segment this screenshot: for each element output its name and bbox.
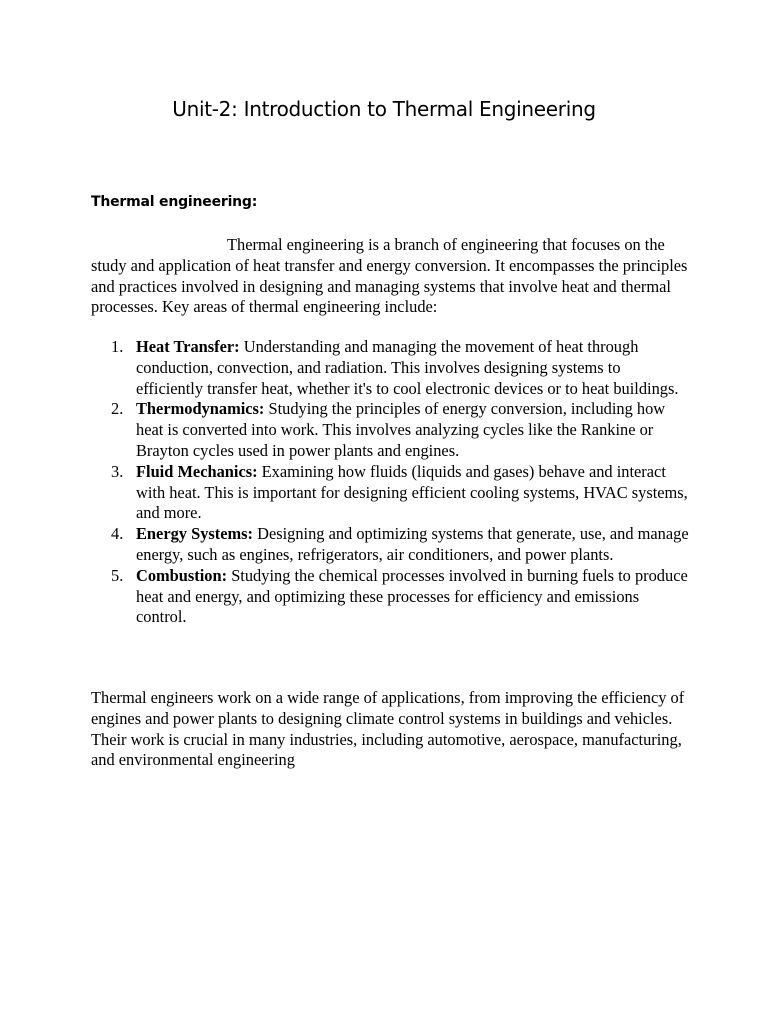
list-item — [111, 565, 691, 628]
list-item-term: Energy Systems: — [136, 524, 253, 544]
list-item-text: Studying the principles of energy conversion, including how heat is converted into work. This involves analyzing cycles like the Rankine or Brayton cycles used in power plants and engines. — [136, 399, 666, 460]
list-item-number: 4. — [111, 524, 124, 544]
intro-paragraph: Thermal engineering is a branch of engineering that focuses on the study and application of heat transfer and energy conversion. It encompasses the principles and practices involved in designing and managing systems that involve heat and thermal processes. Key areas of thermal engineering include: — [91, 235, 688, 317]
list-item — [111, 399, 691, 461]
list-item-number: 3. — [111, 461, 124, 481]
list-item — [111, 461, 691, 524]
list-item-number: 2. — [111, 399, 124, 419]
key-areas-list — [91, 337, 691, 628]
list-item-term: Combustion: — [136, 565, 228, 585]
section-heading: Thermal engineering: — [91, 194, 258, 210]
list-item-text: Understanding and managing the movement of heat through conduction, convection, and radiation. This involves designing systems to efficiently transfer heat, whether it's to cool electronic devices or to heat buildings. — [136, 337, 679, 398]
list-item-number: 1. — [111, 337, 124, 356]
list-item — [111, 337, 691, 399]
list-item — [111, 524, 691, 566]
closing-paragraph: Thermal engineers work on a wide range of applications, from improving the efficiency of engines and power plants to designing climate control systems in buildings and vehicles. Their work is crucial in many industries, including automotive, aerospace, manufacturing, and environmental engineering — [91, 688, 685, 770]
list-item-number: 5. — [111, 565, 124, 585]
list-item-text: Studying the chemical processes involved in burning fuels to produce heat and energy, and optimizing these processes for efficiency and emissions control. — [136, 565, 688, 627]
list-item-text: Examining how fluids (liquids and gases) behave and interact with heat. This is important for designing efficient cooling systems, HVAC systems, and more. — [136, 461, 688, 523]
list-item-text: Designing and optimizing systems that generate, use, and manage energy, such as engines, refrigerators, air conditioners, and power plants. — [136, 524, 689, 564]
document-title: Unit-2: Introduction to Thermal Engineering — [172, 97, 596, 121]
list-item-term: Fluid Mechanics: — [136, 461, 258, 481]
list-item-term: Thermodynamics: — [136, 399, 265, 419]
list-item-term: Heat Transfer: — [136, 337, 240, 356]
